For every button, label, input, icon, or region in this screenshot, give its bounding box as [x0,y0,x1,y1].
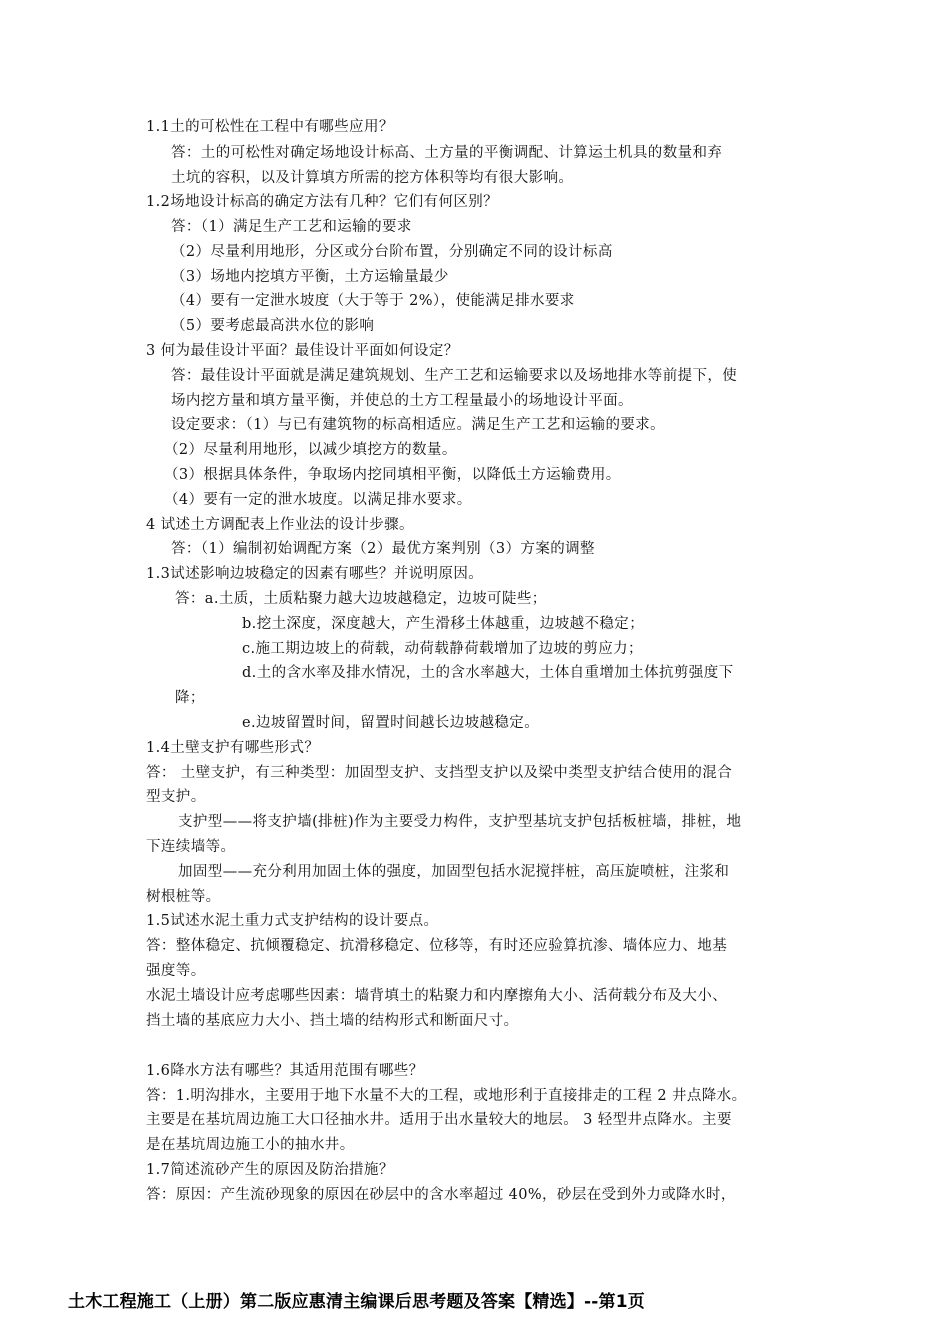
answer-line: 答：a.土质，土质粘聚力越大边坡越稳定，边坡可陡些； [175,591,547,607]
answer-line: 树根桩等。 [146,889,221,905]
answer-line: 主要是在基坑周边施工大口径抽水井。适用于出水量较大的地层。 3 轻型井点降水。主要 [146,1112,732,1128]
answer-line: 下连续墙等。 [146,839,236,855]
answer-line: 挡土墙的基底应力大小、挡土墙的结构形式和断面尺寸。 [146,1013,519,1029]
question-1-1: 1.1土的可松性在工程中有哪些应用？ [146,119,394,135]
answer-line: 设定要求：（1）与已有建筑物的标高相适应。满足生产工艺和运输的要求。 [171,417,666,433]
answer-line: （5）要考虑最高洪水位的影响 [171,318,375,334]
answer-line: （3）根据具体条件，争取场内挖同填相平衡，以降低土方运输费用。 [164,467,621,483]
question-1-7: 1.7简述流砂产生的原因及防治措施？ [146,1162,394,1178]
answer-line: 强度等。 [146,963,206,979]
answer-line: 答：原因：产生流砂现象的原因在砂层中的含水率超过 40%，砂层在受到外力或降水时， [146,1187,736,1203]
answer-line: 土坑的容积，以及计算填方所需的挖方体积等均有很大影响。 [171,170,574,186]
answer-line: 答： 土壁支护，有三种类型：加固型支护、支挡型支护以及梁中类型支护结合使用的混合 [146,765,733,781]
answer-line: c.施工期边坡上的荷载，动荷载静荷载增加了边坡的剪应力； [242,641,643,657]
question-1-5: 1.5试述水泥土重力式支护结构的设计要点。 [146,913,439,929]
answer-line: （4）要有一定的泄水坡度。以满足排水要求。 [164,492,472,508]
question-1-4: 1.4土壁支护有哪些形式？ [146,740,320,756]
answer-line: （2）尽量利用地形，分区或分台阶布置，分别确定不同的设计标高 [171,244,613,260]
answer-line: 加固型——充分利用加固土体的强度，加固型包括水泥搅拌桩，高压旋喷桩，注浆和 [178,864,730,880]
answer-line: 型支护。 [146,789,206,805]
question-1-2: 1.2场地设计标高的确定方法有几种？它们有何区别？ [146,194,499,210]
answer-line: 是在基坑周边施工小的抽水井。 [146,1137,355,1153]
answer-line: 支护型——将支护墙(排桩)作为主要受力构件，支护型基坑支护包括板桩墙，排桩，地 [178,814,742,830]
answer-line: 水泥土墙设计应考虑哪些因素：墙背填土的粘聚力和内摩擦角大小、活荷载分布及大小、 [146,988,728,1004]
question-4: 4 试述土方调配表上作业法的设计步骤。 [146,517,414,533]
question-3: 3 何为最佳设计平面？最佳设计平面如何设定？ [146,343,459,359]
answer-line: d.土的含水率及排水情况，土的含水率越大，土体自重增加土体抗剪强度下 [242,665,734,681]
answer-line: 答：最佳设计平面就是满足建筑规划、生产工艺和运输要求以及场地排水等前提下，使 [171,368,738,384]
answer-line: 答：（1）编制初始调配方案（2）最优方案判别（3）方案的调整 [171,541,595,557]
answer-line: （2）尽量利用地形，以减少填挖方的数量。 [164,442,457,458]
answer-line: 场内挖方量和填方量平衡，并使总的土方工程量最小的场地设计平面。 [171,393,633,409]
answer-line: 答：1.明沟排水，主要用于地下水量不大的工程，或地形利于直接排走的工程 2 井点降水。 [146,1088,747,1104]
question-1-6: 1.6降水方法有哪些？其适用范围有哪些？ [146,1063,424,1079]
answer-line: b.挖土深度，深度越大，产生滑移土体越重，边坡越不稳定； [242,616,645,632]
answer-line: 答：（1）满足生产工艺和运输的要求 [171,219,412,235]
question-1-3: 1.3试述影响边坡稳定的因素有哪些？并说明原因。 [146,566,484,582]
answer-line: 降； [175,690,205,706]
answer-line: （4）要有一定泄水坡度（大于等于 2%），使能满足排水要求 [171,293,575,309]
page-footer: 土木工程施工（上册）第二版应惠清主编课后思考题及答案【精选】--第1页 [68,1292,645,1312]
answer-line: e.边坡留置时间，留置时间越长边坡越稳定。 [242,715,540,731]
answer-line: （3）场地内挖填方平衡，土方运输量最少 [171,269,449,285]
answer-line: 答：土的可松性对确定场地设计标高、土方量的平衡调配、计算运土机具的数量和弃 [171,145,723,161]
answer-line: 答：整体稳定、抗倾覆稳定、抗滑移稳定、位移等，有时还应验算抗渗、墙体应力、地基 [146,938,728,954]
